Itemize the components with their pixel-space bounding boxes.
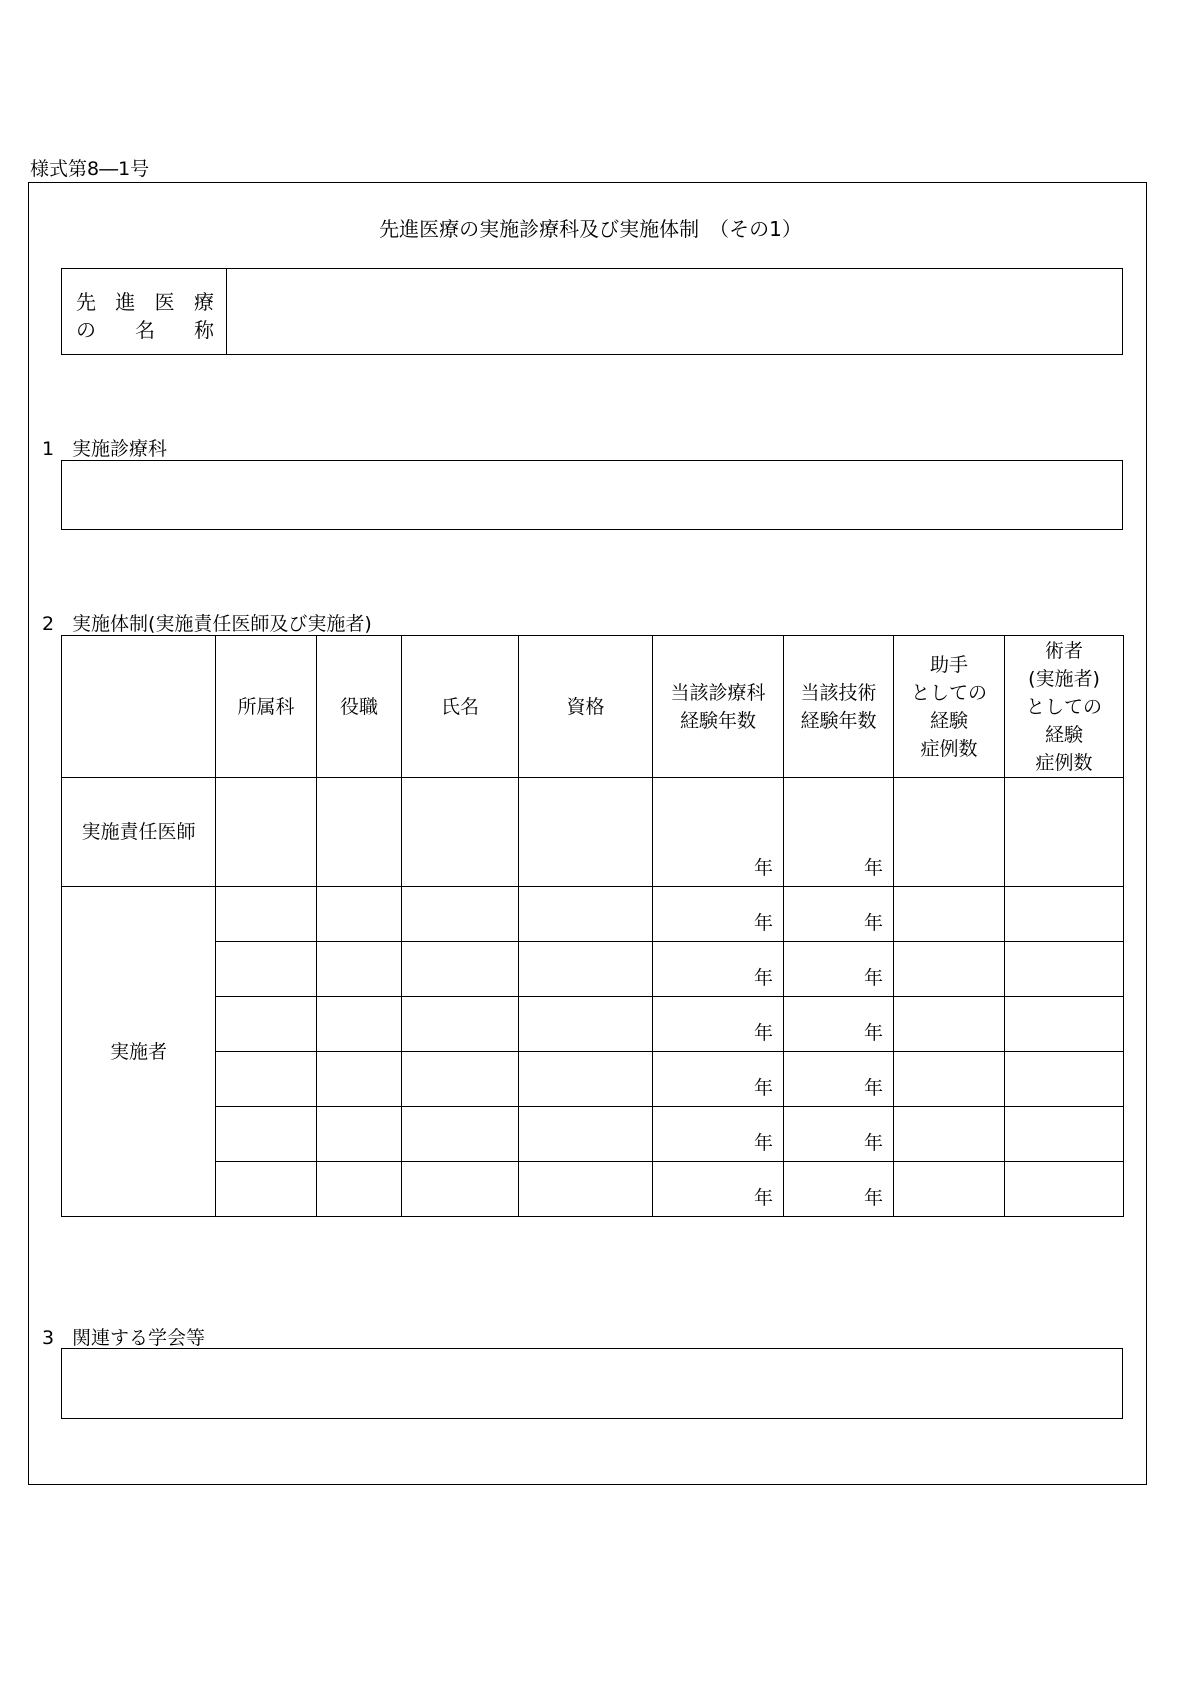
section1-heading xyxy=(42,434,167,461)
dept-years-cell[interactable]: 年 xyxy=(653,887,784,942)
entry-cell[interactable] xyxy=(317,1052,402,1107)
tech-years-cell[interactable]: 年 xyxy=(784,1162,894,1217)
entry-cell[interactable] xyxy=(519,942,653,997)
dept-years-cell[interactable]: 年 xyxy=(653,942,784,997)
dept-years-cell[interactable]: 年 xyxy=(653,997,784,1052)
entry-cell[interactable] xyxy=(216,1107,317,1162)
entry-cell[interactable] xyxy=(1005,997,1124,1052)
label-char: 先 xyxy=(76,290,96,314)
header-cell xyxy=(62,636,216,778)
dept-years-cell[interactable]: 年 xyxy=(653,1107,784,1162)
header-cell: 助手 としての 経験 症例数 xyxy=(894,636,1005,778)
department-input[interactable] xyxy=(61,460,1123,530)
section-label: 実施診療科 xyxy=(72,438,168,460)
label-char: 名 xyxy=(135,318,155,342)
entry-cell[interactable] xyxy=(519,778,653,887)
implementer-row xyxy=(62,1052,1124,1107)
entry-cell[interactable] xyxy=(519,887,653,942)
implementer-row xyxy=(62,942,1124,997)
entry-cell[interactable] xyxy=(402,942,519,997)
entry-cell[interactable] xyxy=(1005,1052,1124,1107)
entry-cell[interactable] xyxy=(216,1052,317,1107)
dept-years-cell[interactable]: 年 xyxy=(653,1162,784,1217)
header-cell: 当該技術 経験年数 xyxy=(784,636,894,778)
header-cell: 資格 xyxy=(519,636,653,778)
section-number: 1 xyxy=(42,438,55,460)
entry-cell[interactable] xyxy=(894,778,1005,887)
entry-cell[interactable] xyxy=(894,887,1005,942)
label-char: 称 xyxy=(194,318,214,342)
entry-cell[interactable] xyxy=(894,1052,1005,1107)
section-label: 関連する学会等 xyxy=(72,1327,206,1349)
form-number: 様式第8―1号 xyxy=(30,158,150,180)
implementer-row xyxy=(62,997,1124,1052)
entry-cell[interactable] xyxy=(317,887,402,942)
staff-table xyxy=(61,635,1124,1217)
header-cell: 役職 xyxy=(317,636,402,778)
entry-cell[interactable] xyxy=(402,1052,519,1107)
tech-years-cell[interactable]: 年 xyxy=(784,942,894,997)
label-char: 医 xyxy=(154,290,175,314)
entry-cell[interactable] xyxy=(894,1107,1005,1162)
entry-cell[interactable] xyxy=(894,997,1005,1052)
entry-cell[interactable] xyxy=(317,1162,402,1217)
entry-cell[interactable] xyxy=(894,1162,1005,1217)
entry-cell[interactable] xyxy=(216,942,317,997)
entry-cell[interactable] xyxy=(1005,942,1124,997)
section-number: 2 xyxy=(42,613,55,635)
header-row xyxy=(62,636,1124,778)
entry-cell[interactable] xyxy=(216,1162,317,1217)
responsible-row xyxy=(62,778,1124,887)
treatment-name-box xyxy=(61,268,1123,355)
section3-heading xyxy=(42,1323,205,1350)
entry-cell[interactable] xyxy=(317,997,402,1052)
entry-cell[interactable] xyxy=(1005,1162,1124,1217)
entry-cell[interactable] xyxy=(402,997,519,1052)
responsible-doctor-label: 実施責任医師 xyxy=(62,778,216,887)
entry-cell[interactable] xyxy=(317,1107,402,1162)
entry-cell[interactable] xyxy=(1005,887,1124,942)
form-title: 先進医療の実施診療科及び実施体制 （その1） xyxy=(379,217,802,241)
tech-years-cell[interactable]: 年 xyxy=(784,887,894,942)
treatment-name-input[interactable] xyxy=(227,269,1122,354)
section2-heading xyxy=(42,609,372,636)
label-char: の xyxy=(76,318,96,342)
society-input[interactable] xyxy=(61,1348,1123,1419)
entry-cell[interactable] xyxy=(894,942,1005,997)
header-cell: 所属科 xyxy=(216,636,317,778)
tech-years-cell[interactable]: 年 xyxy=(784,1052,894,1107)
implementer-row xyxy=(62,1162,1124,1217)
entry-cell[interactable] xyxy=(216,778,317,887)
treatment-name-label xyxy=(62,269,227,354)
entry-cell[interactable] xyxy=(1005,778,1124,887)
header-cell: 氏名 xyxy=(402,636,519,778)
section-number: 3 xyxy=(42,1327,55,1349)
tech-years-cell[interactable]: 年 xyxy=(784,1107,894,1162)
tech-years-cell[interactable]: 年 xyxy=(784,778,894,887)
entry-cell[interactable] xyxy=(519,997,653,1052)
dept-years-cell[interactable]: 年 xyxy=(653,1052,784,1107)
header-cell: 術者 (実施者) としての 経験 症例数 xyxy=(1005,636,1124,778)
implementer-row xyxy=(62,887,1124,942)
entry-cell[interactable] xyxy=(402,778,519,887)
entry-cell[interactable] xyxy=(216,887,317,942)
tech-years-cell[interactable]: 年 xyxy=(784,997,894,1052)
header-cell: 当該診療科 経験年数 xyxy=(653,636,784,778)
entry-cell[interactable] xyxy=(402,1162,519,1217)
entry-cell[interactable] xyxy=(1005,1107,1124,1162)
section-label: 実施体制(実施責任医師及び実施者) xyxy=(72,613,372,635)
implementer-label: 実施者 xyxy=(62,887,216,1217)
implementer-row xyxy=(62,1107,1124,1162)
entry-cell[interactable] xyxy=(519,1052,653,1107)
dept-years-cell[interactable]: 年 xyxy=(653,778,784,887)
entry-cell[interactable] xyxy=(402,1107,519,1162)
entry-cell[interactable] xyxy=(317,942,402,997)
entry-cell[interactable] xyxy=(317,778,402,887)
entry-cell[interactable] xyxy=(519,1107,653,1162)
label-char: 療 xyxy=(193,290,214,314)
entry-cell[interactable] xyxy=(402,887,519,942)
label-char: 進 xyxy=(115,290,136,314)
entry-cell[interactable] xyxy=(216,997,317,1052)
entry-cell[interactable] xyxy=(519,1162,653,1217)
